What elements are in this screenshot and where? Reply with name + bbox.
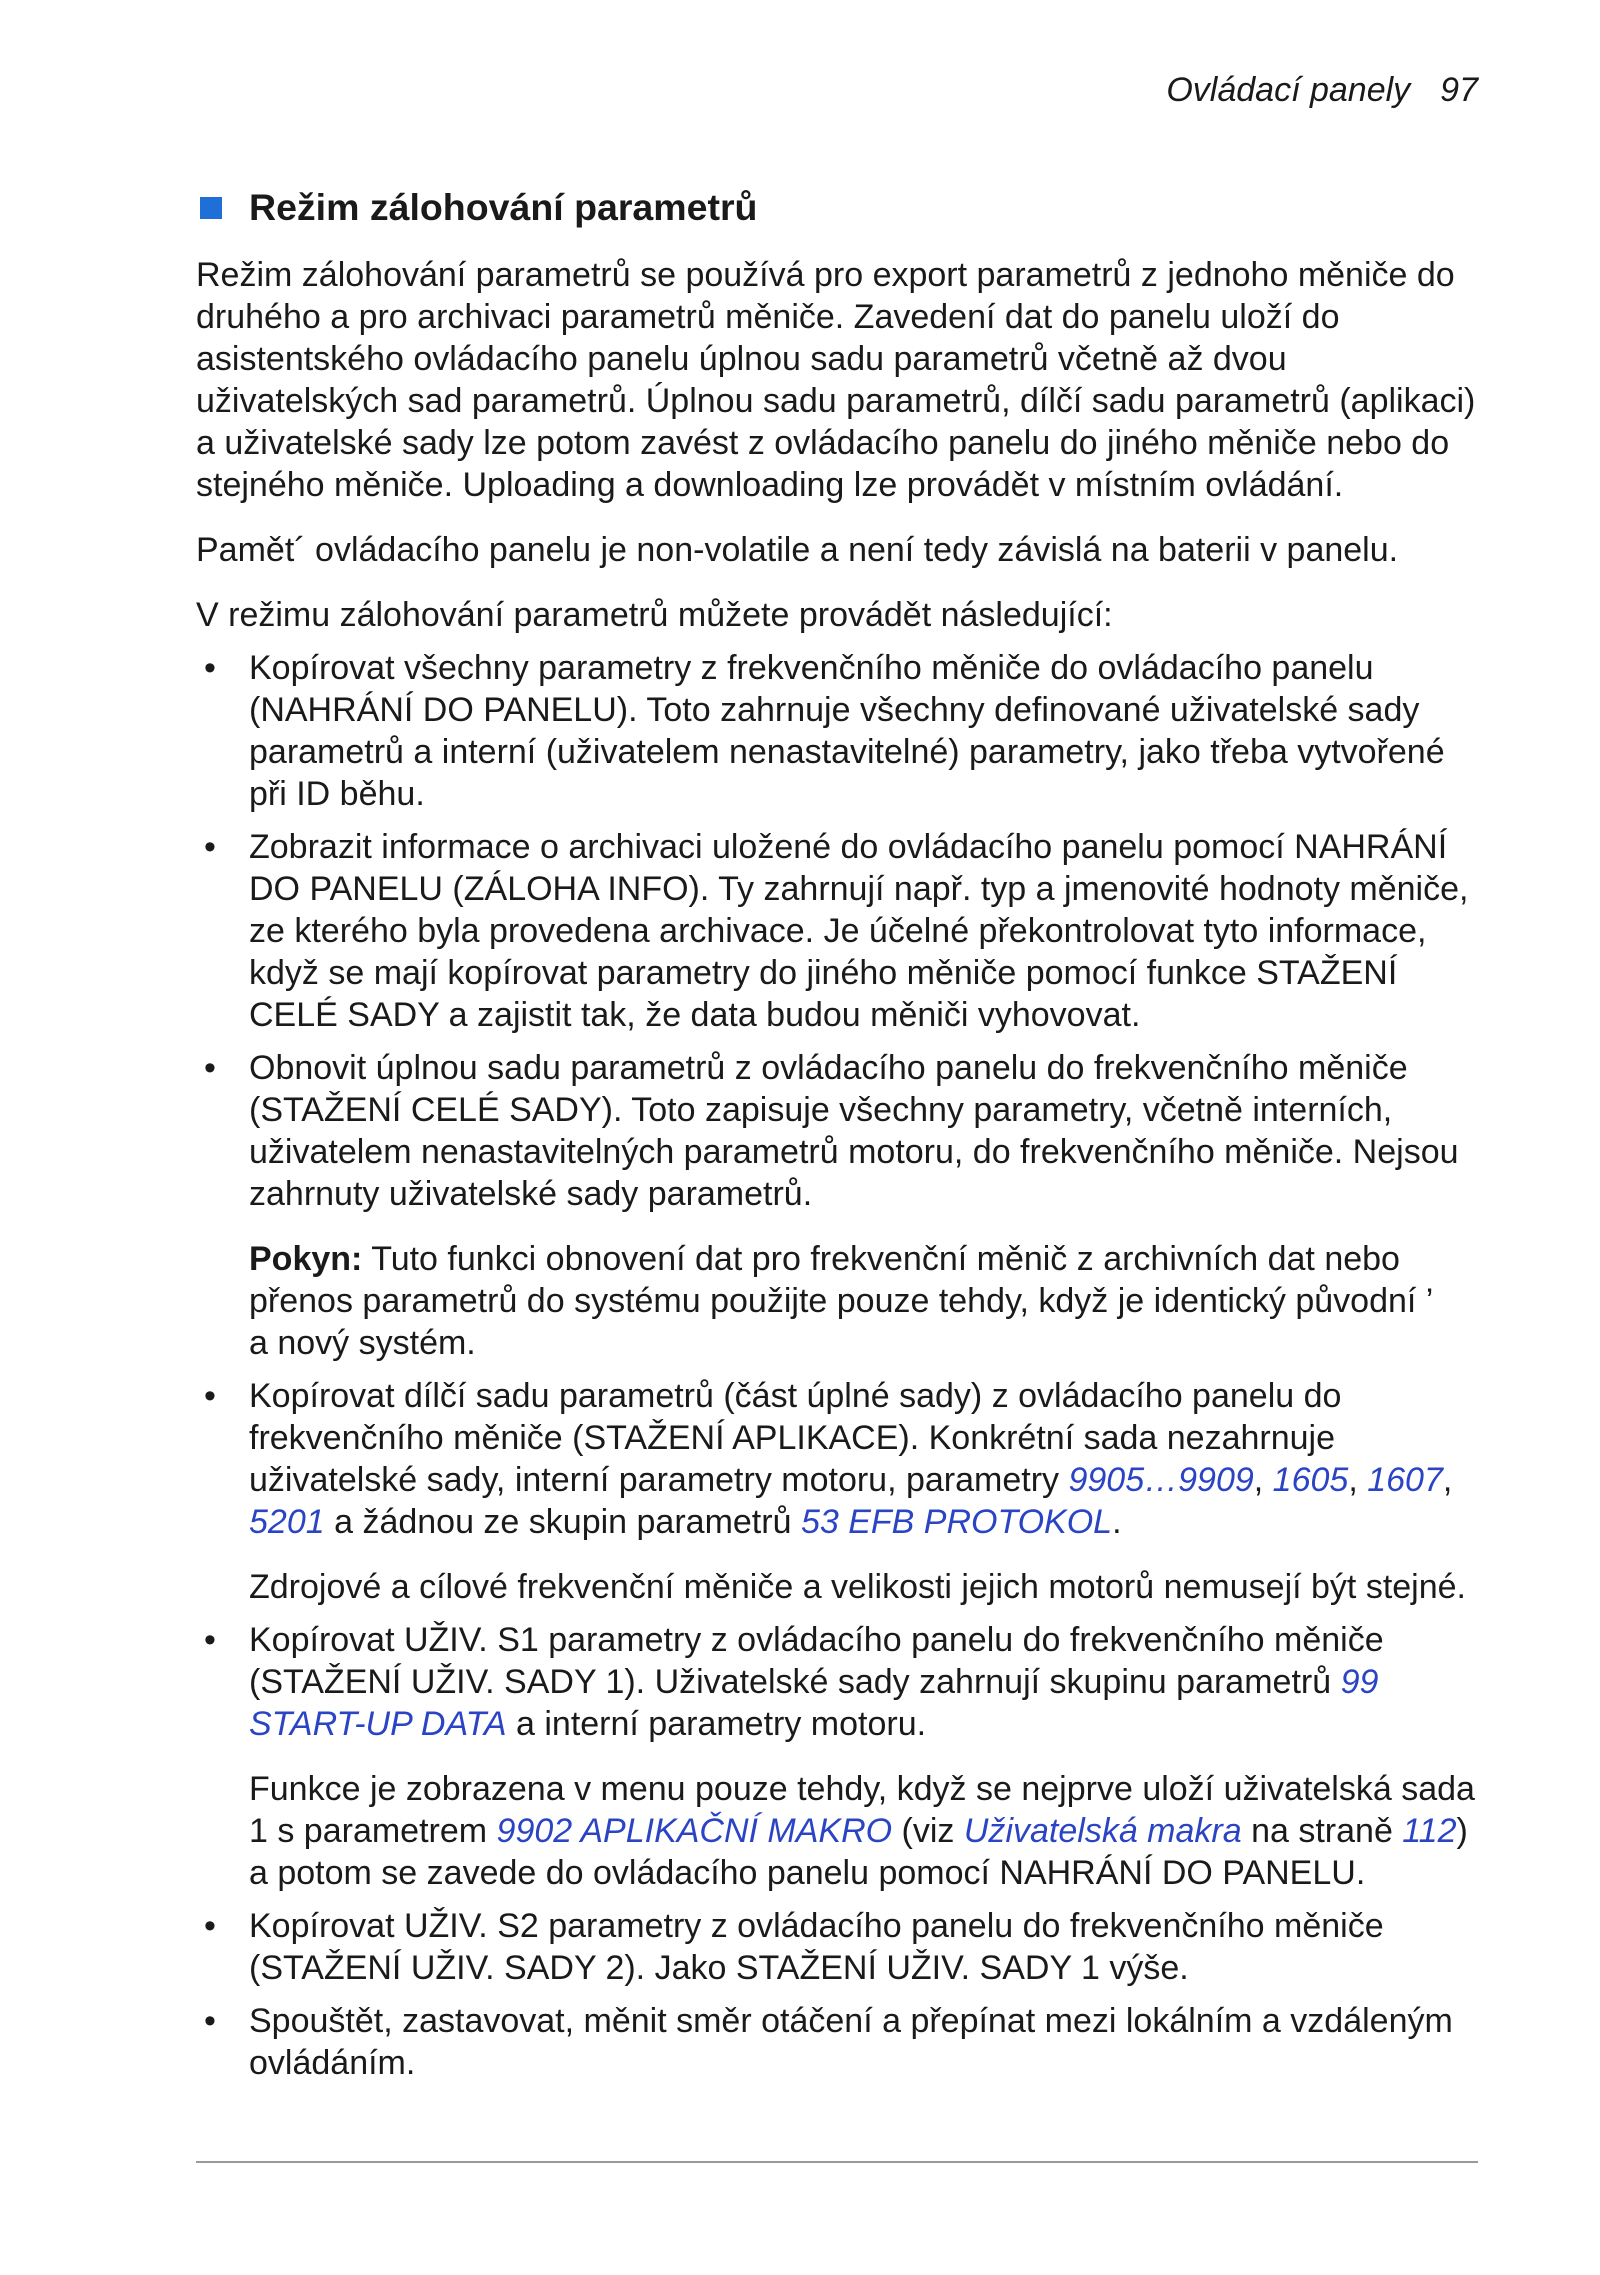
list-item [196, 1905, 1478, 1989]
paragraph [196, 529, 1478, 571]
text-run: , [1253, 1461, 1273, 1499]
link-99-start-up-data[interactable]: START-UP DATA [249, 1705, 507, 1743]
text-line [249, 1238, 1478, 1280]
text-line: Kopírovat UŽIV. S2 parametry z ovládacího panelu do frekvenčního měniče [249, 1907, 1384, 1945]
text-line: druhého a pro archivaci parametrů měniče. Zavedení dat do panelu uloží do [196, 298, 1340, 336]
text-line: V režimu zálohování parametrů můžete provádět následující: [196, 596, 1113, 634]
bullet-glyph: • [204, 1049, 216, 1087]
text-line [249, 1810, 1478, 1852]
heading-marker-square [200, 197, 222, 219]
text-run: na straně [1241, 1812, 1403, 1850]
running-header [1166, 69, 1478, 111]
list-item [196, 826, 1478, 1036]
text-run: , [1442, 1461, 1453, 1499]
text-line: Funkce je zobrazena v menu pouze tehdy, když se nejprve uloží uživatelská sada [249, 1770, 1475, 1808]
bullet-glyph: • [204, 828, 216, 866]
footer-divider [196, 2161, 1478, 2163]
text-run: a interní parametry motoru. [506, 1705, 927, 1743]
text-line: při ID běhu. [249, 775, 425, 813]
text-run: 1 s parametrem [249, 1812, 497, 1850]
link-1607[interactable]: 1607 [1367, 1461, 1443, 1499]
text-line: uživatelem nenastavitelných parametrů motoru, do frekvenčního měniče. Nejsou [249, 1133, 1459, 1171]
text-run: a žádnou ze skupin parametrů [324, 1503, 801, 1541]
link-53-efb-protokol[interactable]: 53 EFB PROTOKOL [800, 1503, 1113, 1541]
text-line: ze kterého byla provedena archivace. Je účelné překontrolovat tyto informace, [249, 912, 1427, 950]
text-line: DO PANELU (ZÁLOHA INFO). Ty zahrnují např. typ a jmenovité hodnoty měniče, [249, 870, 1469, 908]
text-line: asistentského ovládacího panelu úplnou sadu parametrů včetně až dvou [196, 340, 1287, 378]
link-uzivatelska-makra[interactable]: Uživatelská makra [963, 1812, 1242, 1850]
text-line: a nový systém. [249, 1324, 476, 1362]
list-item [196, 2000, 1478, 2084]
text-line: Pamět´ ovládacího panelu je non-volatile a není tedy závislá na baterii v panelu. [196, 531, 1399, 569]
note-paragraph [196, 1566, 1478, 1608]
text-line: a potom se zavede do ovládacího panelu pomocí NAHRÁNÍ DO PANELU. [249, 1854, 1366, 1892]
text-line: Kopírovat dílčí sadu parametrů (část úplné sady) z ovládacího panelu do [249, 1377, 1342, 1415]
text-line: Kopírovat všechny parametry z frekvenčního měniče do ovládacího panelu [249, 649, 1374, 687]
text-line: stejného měniče. Uploading a downloading lze provádět v místním ovládání. [196, 466, 1344, 504]
paragraph [196, 254, 1478, 506]
text-line: zahrnuty uživatelské sady parametrů. [249, 1175, 813, 1213]
list-item [196, 1047, 1478, 1215]
bullet-glyph: • [204, 1907, 216, 1945]
text-line: když se mají kopírovat parametry do jiného měniče pomocí funkce STAŽENÍ [249, 954, 1398, 992]
text-line: přenos parametrů do systému použijte pouze tehdy, když je identický původní ’ [249, 1282, 1434, 1320]
text-line [249, 1703, 1478, 1745]
text-run: uživatelské sady, interní parametry motoru, parametry [249, 1461, 1069, 1499]
text-line: Spouštět, zastavovat, měnit směr otáčení a přepínat mezi lokálním a vzdáleným [249, 2002, 1453, 2040]
list-item [196, 647, 1478, 815]
bullet-glyph: • [204, 1621, 216, 1659]
note-paragraph [196, 1238, 1478, 1364]
bullet-glyph: • [204, 2002, 216, 2040]
text-line [249, 1661, 1478, 1703]
text-run: Tuto funkci obnovení dat pro frekvenční měnič z archivních dat nebo [362, 1240, 1400, 1278]
section-heading: Režim zálohování parametrů [249, 186, 758, 228]
paragraph [196, 594, 1478, 636]
bullet-glyph: • [204, 649, 216, 687]
text-line [249, 1501, 1478, 1543]
text-line: (STAŽENÍ CELÉ SADY). Toto zapisuje všechny parametry, včetně interních, [249, 1091, 1393, 1129]
note-paragraph [196, 1768, 1478, 1894]
link-1605[interactable]: 1605 [1272, 1461, 1349, 1499]
text-line: a uživatelské sady lze potom zavést z ovládacího panelu do jiného měniče nebo do [196, 424, 1450, 462]
page-number: 97 [1440, 71, 1478, 109]
note-label: Pokyn: [249, 1240, 363, 1278]
text-line: uživatelských sad parametrů. Úplnou sadu parametrů, dílčí sadu parametrů (aplikaci) [196, 382, 1476, 420]
text-line: (STAŽENÍ UŽIV. SADY 2). Jako STAŽENÍ UŽIV. SADY 1 výše. [249, 1949, 1189, 1987]
text-line: CELÉ SADY a zajistit tak, že data budou měniči vyhovovat. [249, 996, 1141, 1034]
list-item [196, 1375, 1478, 1543]
link-9902-aplikacni-makro[interactable]: 9902 APLIKAČNÍ MAKRO [496, 1812, 893, 1850]
text-line: Režim zálohování parametrů se používá pro export parametrů z jednoho měniče do [196, 256, 1455, 294]
text-run: . [1112, 1503, 1122, 1541]
text-run: , [1348, 1461, 1368, 1499]
text-line [249, 1459, 1478, 1501]
text-run: ) [1456, 1812, 1468, 1850]
text-run: (viz [892, 1812, 964, 1850]
text-line: frekvenčního měniče (STAŽENÍ APLIKACE). Konkrétní sada nezahrnuje [249, 1419, 1336, 1457]
page-body [196, 254, 1478, 2084]
link-99-start-up-data[interactable]: 99 [1340, 1663, 1379, 1701]
link-9905-9909[interactable]: 9905…9909 [1068, 1461, 1254, 1499]
text-line: parametrů a interní (uživatelem nenastavitelné) parametry, jako třeba vytvořené [249, 733, 1445, 771]
text-line: ovládáním. [249, 2044, 416, 2082]
text-line: Obnovit úplnou sadu parametrů z ovládacího panelu do frekvenčního měniče [249, 1049, 1408, 1087]
text-line: (NAHRÁNÍ DO PANELU). Toto zahrnuje všechny definované uživatelské sady [249, 691, 1420, 729]
header-section-title: Ovládací panely [1166, 71, 1411, 109]
bullet-glyph: • [204, 1377, 216, 1415]
text-line: Zdrojové a cílové frekvenční měniče a velikosti jejich motorů nemusejí být stejné. [249, 1568, 1466, 1606]
link-page-112[interactable]: 112 [1402, 1812, 1457, 1850]
list-item [196, 1619, 1478, 1745]
text-line: Zobrazit informace o archivaci uložené do ovládacího panelu pomocí NAHRÁNÍ [249, 828, 1448, 866]
text-line: Kopírovat UŽIV. S1 parametry z ovládacího panelu do frekvenčního měniče [249, 1621, 1384, 1659]
text-run: (STAŽENÍ UŽIV. SADY 1). Uživatelské sady zahrnují skupinu parametrů [249, 1663, 1341, 1701]
link-5201[interactable]: 5201 [249, 1503, 325, 1541]
